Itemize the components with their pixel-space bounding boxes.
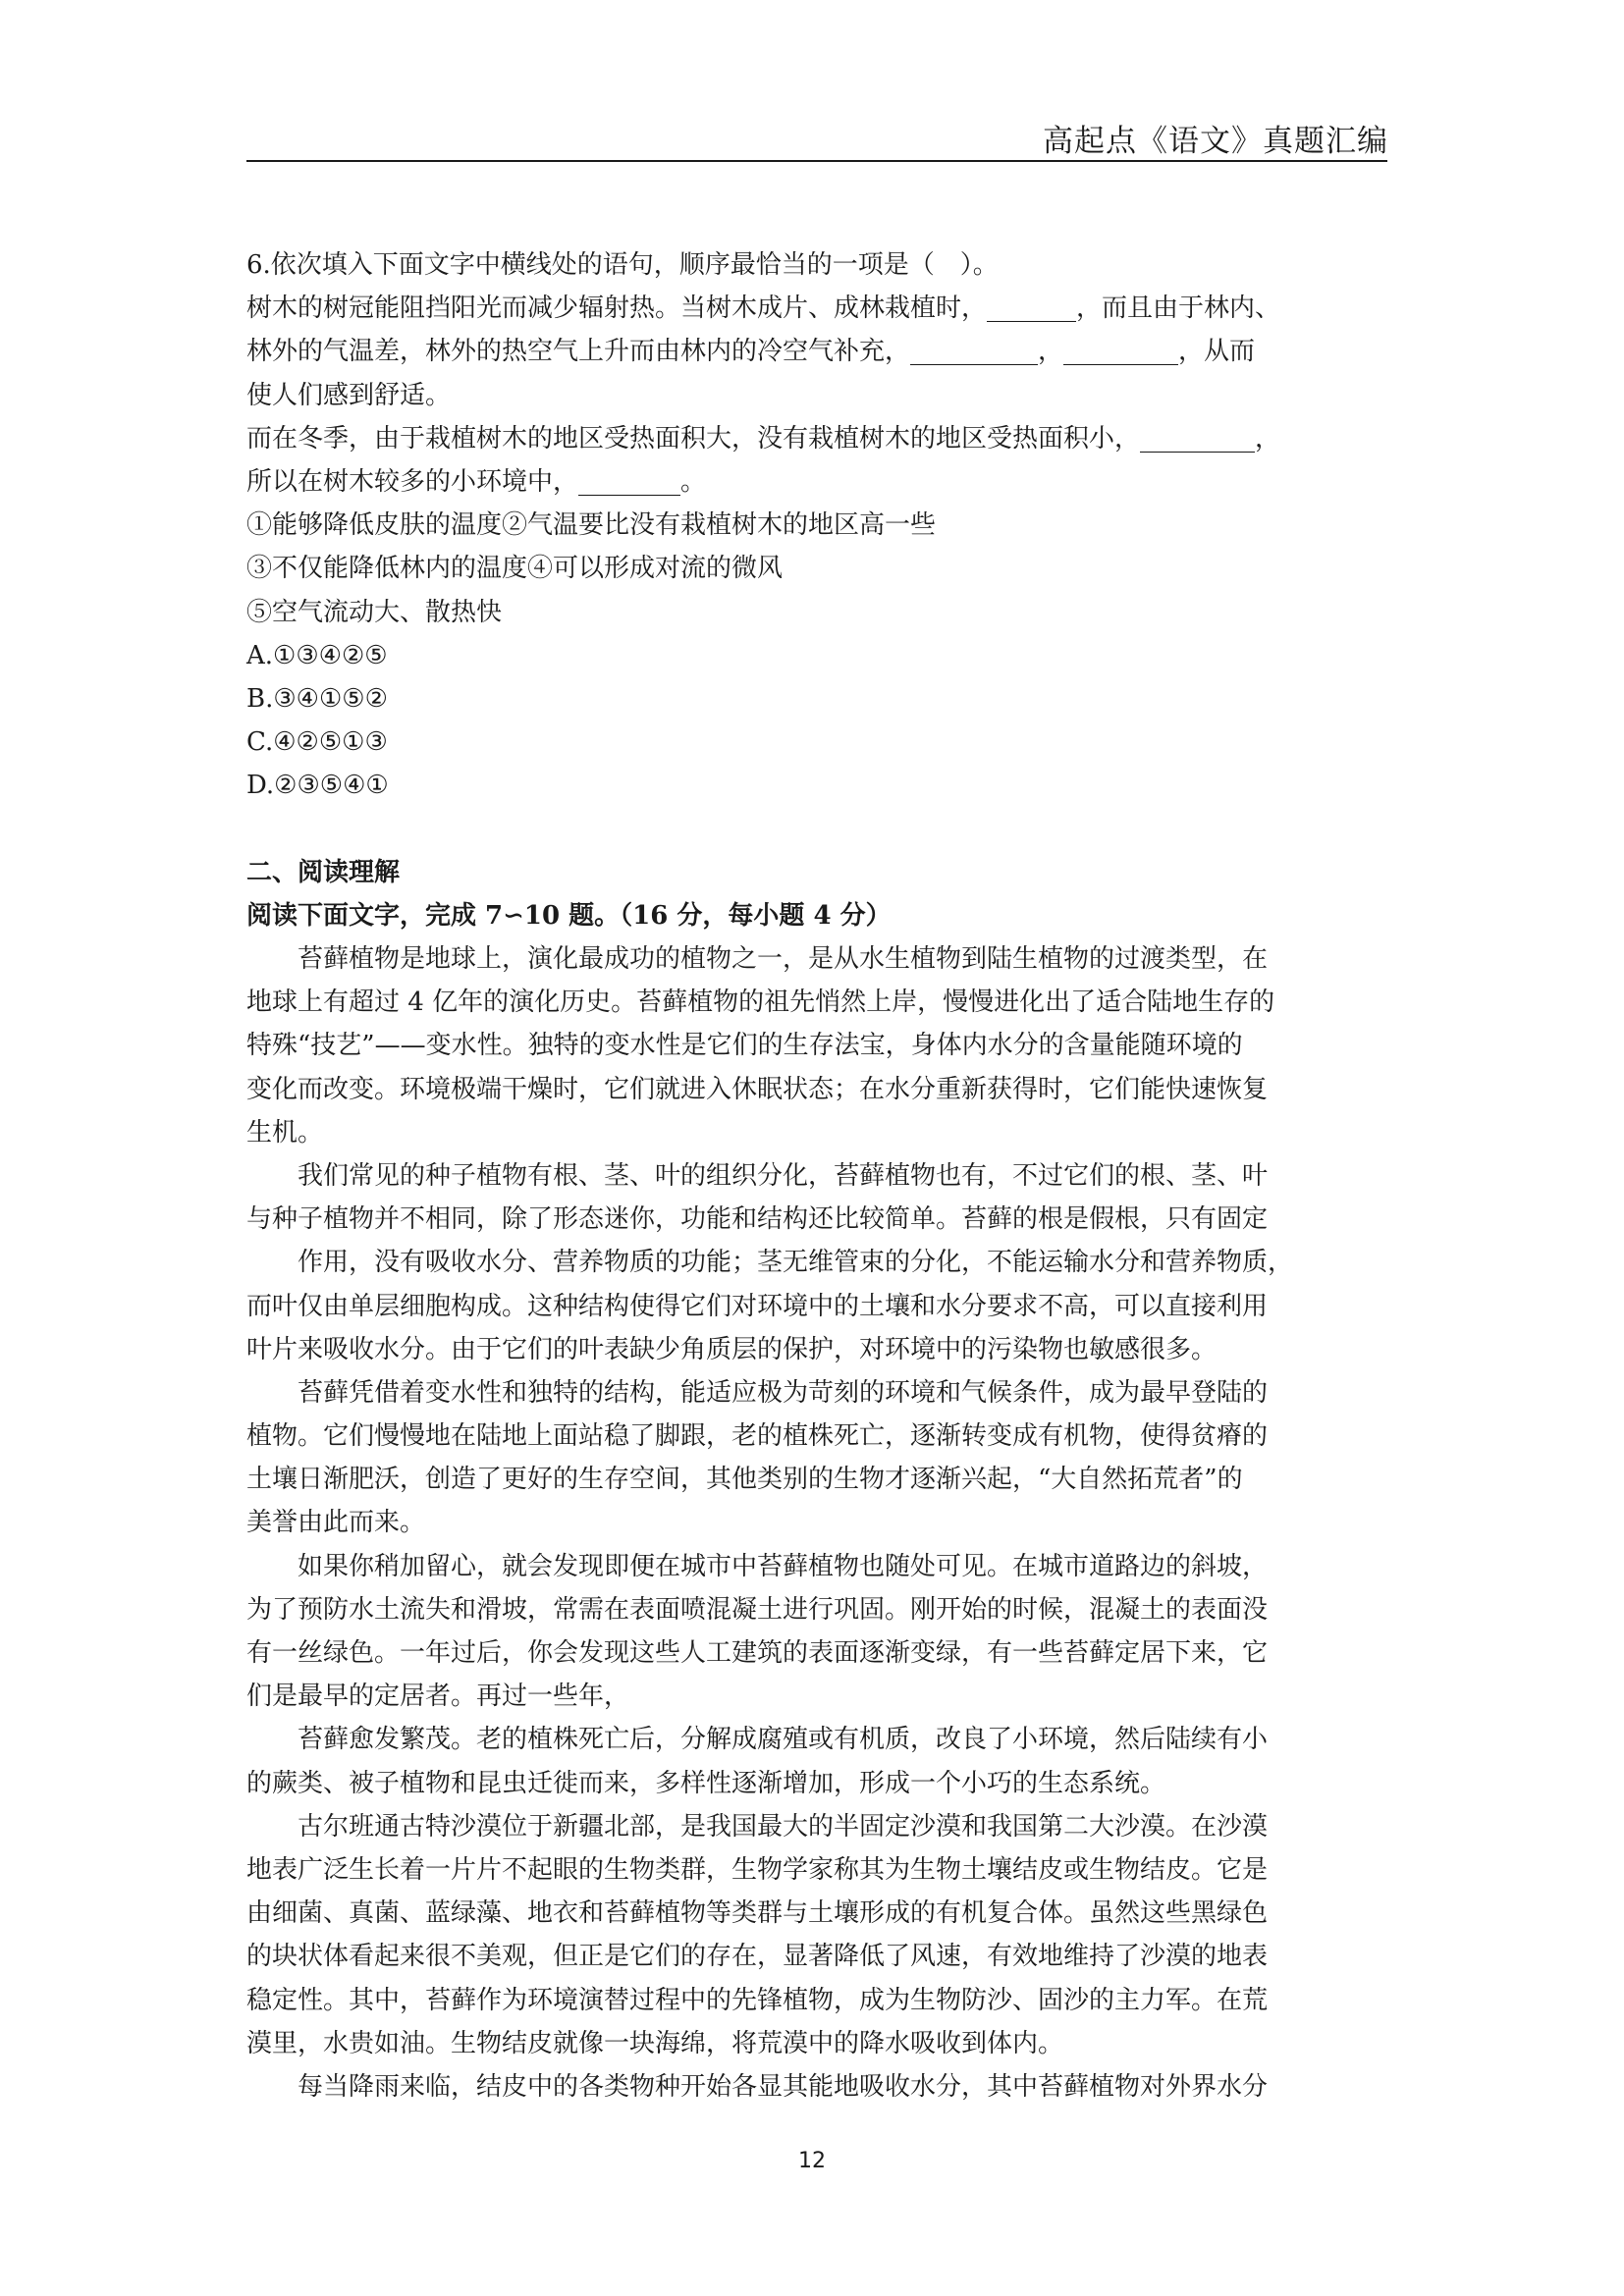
paragraph [246,1545,1387,1719]
paragraph-line: 特殊“技艺”——变水性。独特的变水性是它们的生存法宝，身体内水分的含量能随环境的 [246,1031,1243,1061]
section-heading: 二、阅读理解 [246,857,401,887]
paragraph-line: 漠里，水贵如油。生物结皮就像一块海绵，将荒漠中的降水吸收到体内。 [246,2028,1064,2058]
paragraph-line: 的块状体看起来很不美观，但正是它们的存在，显著降低了风速，有效地维持了沙漠的地表 [246,1942,1269,1972]
paragraph-line: 苔藓愈发繁茂。老的植株死亡后，分解成腐殖或有机质，改良了小环境，然后陆续有小 [298,1725,1269,1755]
paragraph-line: 土壤日渐肥沃，创造了更好的生存空间，其他类别的生物才逐渐兴起，“大自然拓荒者”的 [246,1465,1243,1495]
paragraph-line: 美誉由此而来。 [246,1508,426,1538]
paragraph-line: 苔藓凭借着变水性和独特的结构，能适应极为苛刻的环境和气候条件，成为最早登陆的 [298,1377,1269,1408]
sentence-item: ③不仅能降低林内的温度④可以形成对流的微风 [246,554,784,584]
option-c: C.④②⑤①③ [246,727,388,758]
page-content [246,243,1387,2109]
paragraph-line: 如果你稍加留心，就会发现即便在城市中苔藓植物也随处可见。在城市道路边的斜坡， [298,1551,1269,1581]
paragraph-line: 有一丝绿色。一年过后，你会发现这些人工建筑的表面逐渐变绿，有一些苔藓定居下来，它 [246,1638,1269,1668]
sentence-item: ①能够降低皮肤的温度②气温要比没有栽植树木的地区高一些 [246,510,937,541]
paragraph-line: 古尔班通古特沙漠位于新疆北部，是我国最大的半固定沙漠和我国第二大沙漠。在沙漠 [298,1811,1269,1842]
header-rule [246,160,1387,162]
passage-line: 而在冬季，由于栽植树木的地区受热面积大，没有栽植树木的地区受热面积小，_________， [246,423,1281,454]
paragraph-line: 叶片来吸收水分。由于它们的叶表缺少角质层的保护，对环境中的污染物也敏感很多。 [246,1334,1218,1364]
paragraph-line: 的蕨类、被子植物和昆虫迁徙而来，多样性逐渐增加，形成一个小巧的生态系统。 [246,1768,1166,1798]
paragraph-line: 苔藓植物是地球上，演化最成功的植物之一，是从水生植物到陆生植物的过渡类型，在 [298,944,1269,974]
paragraph-line: 为了预防水土流失和滑坡，常需在表面喷混凝土进行巩固。刚开始的时候，混凝土的表面没 [246,1594,1269,1625]
spacer [246,807,1387,850]
paragraph-line: 由细菌、真菌、蓝绿藻、地衣和苔藓植物等类群与土壤形成的有机复合体。虽然这些黑绿色 [246,1898,1269,1929]
sentence-item: ⑤空气流动大、散热快 [246,597,503,627]
paragraph-line: 而叶仅由单层细胞构成。这种结构使得它们对环境中的土壤和水分要求不高，可以直接利用 [246,1291,1269,1321]
page-number: 12 [798,2149,826,2173]
question-stem: 6.依次填入下面文字中横线处的语句，顺序最恰当的一项是（ ）。 [246,250,999,280]
paragraph-line: 每当降雨来临，结皮中的各类物种开始各显其能地吸收水分，其中苔藓植物对外界水分 [298,2071,1269,2102]
paragraph-line: 们是最早的定居者。再过一些年， [246,1682,630,1712]
passage-line: 树木的树冠能阻挡阳光而减少辐射热。当树木成片、成林栽植时，_______，而且由于林内、 [246,294,1281,324]
option-a: A.①③④②⑤ [246,640,388,670]
paragraph-line: 与种子植物并不相同，除了形态迷你，功能和结构还比较简单。苔藓的根是假根，只有固定 [246,1204,1269,1235]
paragraph-line: 生机。 [246,1117,324,1148]
option-b: B.③④①⑤② [246,683,388,714]
paragraph-line: 作用，没有吸收水分、营养物质的功能；茎无维管束的分化，不能运输水分和营养物质， [298,1248,1294,1278]
paragraph [246,1718,1387,1804]
header-title: 高起点《语文》真题汇编 [1043,124,1388,159]
paragraph-line: 植物。它们慢慢地在陆地上面站稳了脚跟，老的植株死亡，逐渐转变成有机物，使得贫瘠的 [246,1421,1269,1452]
paragraph [246,1371,1387,1545]
reading-section [246,851,1387,2109]
paragraph-line: 地表广泛生长着一片片不起眼的生物类群，生物学家称其为生物土壤结皮或生物结皮。它是 [246,1854,1269,1885]
paragraph-line: 我们常见的种子植物有根、茎、叶的组织分化，苔藓植物也有，不过它们的根、茎、叶 [298,1160,1269,1191]
section-instruction: 阅读下面文字，完成 7∽10 题。（16 分，每小题 4 分） [246,900,892,931]
paragraph [246,937,1387,1154]
passage-line: 使人们感到舒适。 [246,380,452,410]
passage-line: 林外的气温差，林外的热空气上升而由林内的冷空气补充，__________，_________，从而 [246,337,1256,367]
paragraph [246,1805,1387,2065]
paragraph-line: 稳定性。其中，苔藓作为环境演替过程中的先锋植物，成为生物防沙、固沙的主力军。在荒 [246,1985,1269,2015]
paragraph [246,2065,1387,2109]
paragraph [246,1154,1387,1371]
option-d: D.②③⑤④① [246,771,389,801]
paragraph-line: 地球上有超过 4 亿年的演化历史。苔藓植物的祖先悄然上岸，慢慢进化出了适合陆地生存的 [246,988,1275,1018]
question-6 [246,243,1387,807]
passage-line: 所以在树木较多的小环境中，________。 [246,466,707,497]
paragraph-line: 变化而改变。环境极端干燥时，它们就进入休眠状态；在水分重新获得时，它们能快速恢复 [246,1074,1269,1104]
